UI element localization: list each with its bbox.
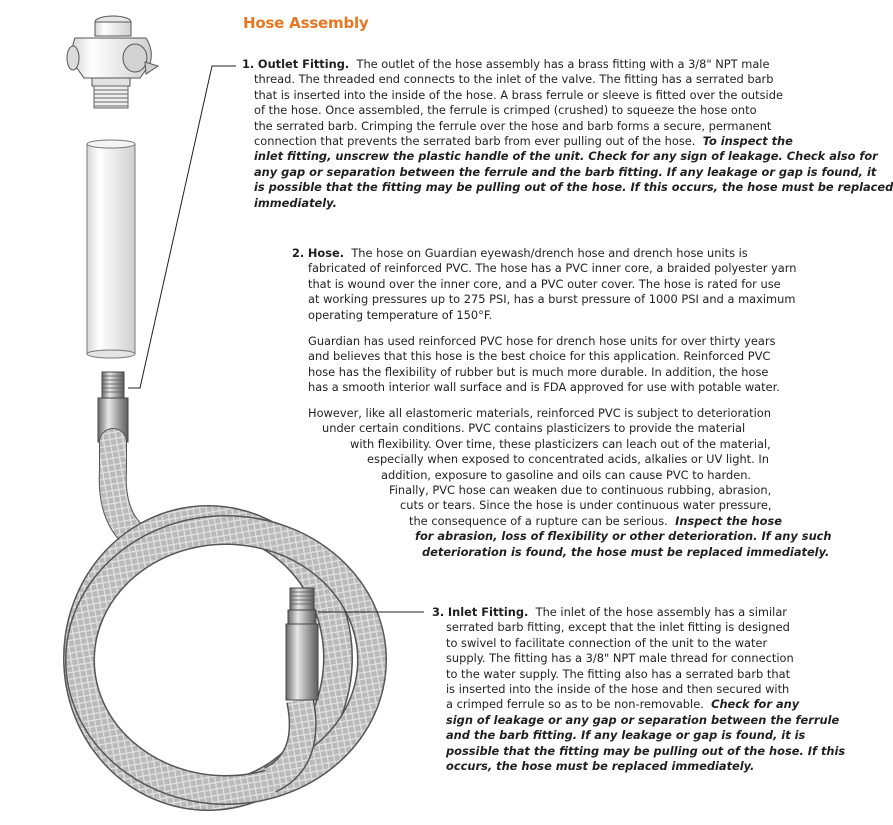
inlet-text-line: to the water supply. The fitting also has a serrated barb that	[446, 666, 791, 681]
inlet-fitting-number: 3.	[432, 605, 445, 619]
hose-text-line: that is wound over the inner core, and a PVC outer cover. The hose is rated for use	[308, 276, 781, 291]
hose-text-line: addition, exposure to gasoline and oils can cause PVC to harden.	[381, 467, 752, 482]
hose-warning-line: for abrasion, loss of flexibility or other deterioration. If any such	[415, 529, 832, 544]
inlet-fitting	[286, 588, 318, 700]
hose-text-line: under certain conditions. PVC contains plasticizers to provide the material	[322, 421, 746, 436]
outlet-warning-line: To inspect the	[702, 134, 793, 149]
outlet-text-line: thread. The threaded end connects to the inlet of the valve. The fitting has a serrated barb	[254, 72, 774, 87]
inlet-fitting-heading: Inlet Fitting.	[447, 605, 529, 619]
hose-text-line: Guardian has used reinforced PVC hose for drench hose units for over thirty years	[308, 334, 776, 348]
hose-text-line: However, like all elastomeric materials, reinforced PVC is subject to deterioration	[308, 406, 771, 420]
hose-paragraph-2	[308, 334, 780, 396]
hose-text-line: The hose on Guardian eyewash/drench hose and drench hose units is	[351, 246, 748, 260]
hose-text-line: fabricated of reinforced PVC. The hose has a PVC inner core, a braided polyester yarn	[308, 261, 797, 276]
hose-text-line: and believes that this hose is the best choice for this application. Reinforced PVC	[308, 349, 771, 364]
inlet-text-line: The inlet of the hose assembly has a similar	[535, 605, 787, 619]
inlet-fitting-section	[432, 605, 845, 774]
valve-body	[67, 16, 158, 108]
hose-text-line: with flexibility. Over time, these plasticizers can leach out of the material,	[350, 436, 771, 451]
outlet-text-line: of the hose. Once assembled, the ferrule is crimped (crushed) to squeeze the hose onto	[254, 103, 757, 118]
hose-text-line: operating temperature of 150°F.	[308, 307, 493, 322]
inlet-warning-line: sign of leakage or any gap or separation between the ferrule	[446, 712, 840, 727]
hose-warning-line: Inspect the hose	[675, 513, 782, 528]
plastic-handle-tube	[87, 140, 135, 358]
inlet-warning-line: occurs, the hose must be replaced immediately.	[446, 759, 755, 774]
outlet-text-line: that is inserted into the inside of the hose. A brass ferrule or sleeve is fitted over the outside	[254, 87, 783, 102]
inlet-text-line: is inserted into the inside of the hose and then secured with	[446, 682, 790, 697]
outlet-fitting-section	[242, 57, 893, 211]
hose-text-line: at working pressures up to 275 PSI, has a burst pressure of 1000 PSI and a maximum	[308, 292, 796, 307]
hose-warning-line: deterioration is found, the hose must be replaced immediately.	[422, 544, 830, 559]
hose-text-line: Finally, PVC hose can weaken due to continuous rubbing, abrasion,	[389, 483, 772, 498]
hose-text-line: the consequence of a rupture can be serious.	[409, 513, 668, 528]
inlet-text-line: a crimped ferrule so as to be non-removable.	[446, 697, 704, 712]
hose-heading: Hose.	[307, 246, 345, 260]
outlet-fitting-heading: Outlet Fitting.	[257, 57, 350, 71]
inlet-text-line: to swivel to facilitate connection of the unit to the water	[446, 635, 768, 650]
inlet-warning-line: Check for any	[711, 697, 800, 712]
outlet-warning-line: inlet fitting, unscrew the plastic handle of the unit. Check for any sign of leakage. Check also for	[254, 149, 878, 164]
outlet-text-line: connection that prevents the serrated barb from ever pulling out of the hose.	[254, 134, 696, 149]
outlet-callout-line	[128, 66, 236, 388]
inlet-text-line: serrated barb fitting, except that the inlet fitting is designed	[446, 620, 790, 635]
hose-text-line: hose has the flexibility of rubber but is much more durable. In addition, the hose	[308, 364, 769, 379]
hose-section	[292, 246, 796, 323]
hose-paragraph-3	[0, 406, 832, 560]
hose-text-line: especially when exposed to concentrated acids, alkalies or UV light. In	[367, 452, 769, 467]
inlet-warning-line: and the barb fitting. If any leakage or gap is found, it is	[446, 728, 806, 743]
hose-text-line: cuts or tears. Since the hose is under continuous water pressure,	[400, 498, 772, 513]
outlet-text-line: the serrated barb. Crimping the ferrule over the hose and barb forms a secure, permanent	[254, 118, 772, 133]
page-title: Hose Assembly	[243, 14, 369, 32]
inlet-warning-line: possible that the fitting may be pulling out of the hose. If this	[446, 743, 846, 758]
inlet-text-line: supply. The fitting has a 3/8" NPT male thread for connection	[446, 651, 794, 666]
outlet-text-line: The outlet of the hose assembly has a brass fitting with a 3/8" NPT male	[356, 57, 770, 71]
hose-text-line: has a smooth interior wall surface and is FDA approved for use with potable water.	[308, 380, 780, 395]
outlet-warning-line: is possible that the fitting may be pulling out of the hose. If this occurs, the hose must be replaced	[254, 180, 893, 195]
hose-number: 2.	[292, 246, 305, 260]
outlet-fitting-number: 1.	[242, 57, 255, 71]
outlet-warning-line: immediately.	[254, 195, 337, 210]
outlet-warning-line: any gap or separation between the ferrule and the barb fitting. If any leakage or gap is found, it	[254, 164, 877, 179]
